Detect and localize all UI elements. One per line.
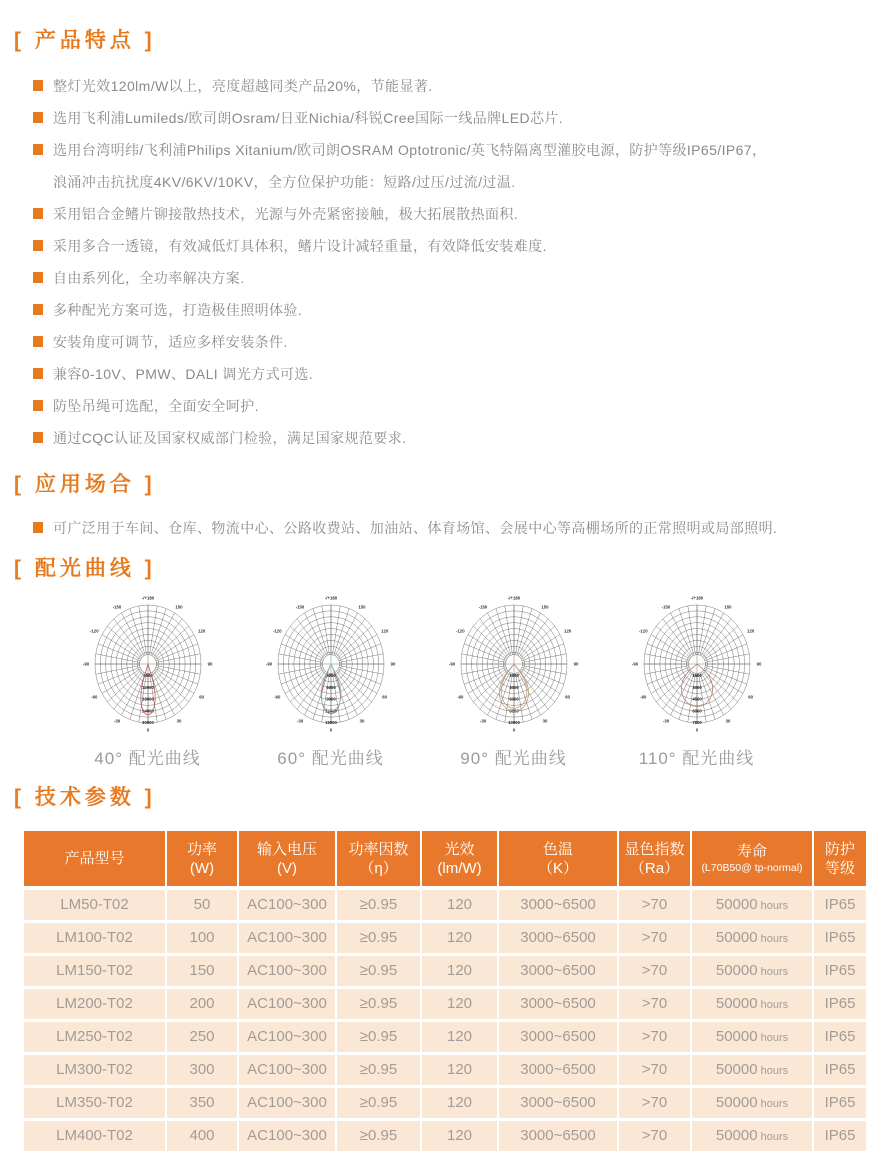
spec-table xyxy=(22,829,868,1153)
lifetime-unit: hours xyxy=(760,1098,789,1110)
polar-grid xyxy=(439,596,589,742)
svg-text:150: 150 xyxy=(540,604,549,610)
column-header-line: (V) xyxy=(277,859,297,877)
svg-text:4500: 4500 xyxy=(691,696,702,702)
table-cell: LM250-T02 xyxy=(23,1020,166,1053)
list-item-text: 自由系列化，全功率解决方案. xyxy=(53,270,245,286)
table-cell: 3000~6500 xyxy=(498,921,618,954)
table-cell: LM350-T02 xyxy=(23,1086,166,1119)
column-header xyxy=(813,830,867,888)
svg-text:-30: -30 xyxy=(479,718,486,724)
section-title-curves: [ 配光曲线 ] xyxy=(14,557,156,580)
column-header-line: (W) xyxy=(189,859,215,877)
svg-text:-60: -60 xyxy=(90,694,97,700)
svg-text:-120: -120 xyxy=(455,628,465,634)
table-cell: 120 xyxy=(421,888,498,921)
list-item xyxy=(33,302,888,318)
table-cell: 120 xyxy=(421,1053,498,1086)
svg-text:-/+180: -/+180 xyxy=(690,596,703,601)
svg-text:-60: -60 xyxy=(273,694,280,700)
svg-text:6000: 6000 xyxy=(508,696,519,702)
spec-table-header xyxy=(23,830,867,888)
svg-text:15000: 15000 xyxy=(324,720,337,726)
svg-text:-30: -30 xyxy=(113,718,120,724)
svg-text:3000: 3000 xyxy=(325,673,336,678)
svg-text:120: 120 xyxy=(197,628,205,634)
svg-text:0: 0 xyxy=(512,727,515,733)
table-cell: >70 xyxy=(618,921,691,954)
lifetime-unit: hours xyxy=(760,933,789,945)
table-cell: 3000~6500 xyxy=(498,1086,618,1119)
table-cell: LM100-T02 xyxy=(23,921,166,954)
column-header-line: 产品型号 xyxy=(64,850,125,867)
table-cell: 120 xyxy=(421,954,498,987)
lifetime-cell xyxy=(691,1119,813,1152)
lifetime-unit: hours xyxy=(760,1131,789,1144)
lifetime-cell xyxy=(691,954,813,987)
svg-text:6000: 6000 xyxy=(325,684,336,690)
list-item-text: 浪涌冲击抗扰度4KV/6KV/10KV，全方位保护功能：短路/过压/过流/过温. xyxy=(53,174,516,190)
lifetime-unit: hours xyxy=(760,900,789,913)
section-title-features: [ 产品特点 ] xyxy=(14,29,156,52)
lifetime-value: 50000 xyxy=(715,995,758,1012)
table-cell: 150 xyxy=(166,954,238,987)
svg-text:30: 30 xyxy=(542,718,547,724)
svg-text:-/+180: -/+180 xyxy=(324,596,337,601)
table-cell: IP65 xyxy=(813,888,867,921)
section-title-applications: [ 应用场合 ] xyxy=(14,473,156,496)
column-header-line: (L70B50@ tp-normal) xyxy=(701,862,803,874)
column-header-line: 输入电压 xyxy=(256,840,317,858)
polar-chart-90 xyxy=(422,596,605,769)
column-header-line: 光效 xyxy=(444,840,475,858)
bullet-square-icon xyxy=(33,336,43,347)
table-cell: >70 xyxy=(618,1053,691,1086)
svg-text:12000: 12000 xyxy=(141,684,154,690)
lifetime-value: 50000 xyxy=(715,1061,758,1078)
polar-chart-110 xyxy=(605,596,788,769)
list-item-text: 采用多合一透镜，有效减低灯具体积，鳍片设计减轻重量，有效降低安装难度. xyxy=(53,238,547,254)
spec-table-body xyxy=(23,888,867,1152)
list-item xyxy=(33,206,888,222)
svg-text:30000: 30000 xyxy=(141,720,154,726)
svg-text:-150: -150 xyxy=(295,604,304,610)
list-item xyxy=(33,78,888,94)
svg-text:0: 0 xyxy=(329,727,332,733)
distribution-charts-row xyxy=(56,596,888,769)
table-cell: ≥0.95 xyxy=(336,921,421,954)
column-header-line: (lm/W) xyxy=(437,859,482,877)
bullet-square-icon xyxy=(33,368,43,379)
column-header-line: 等级 xyxy=(824,859,855,877)
table-cell: LM50-T02 xyxy=(23,888,166,921)
bullet-square-icon xyxy=(33,112,43,123)
table-cell: IP65 xyxy=(813,954,867,987)
features-list xyxy=(14,78,888,446)
svg-text:120: 120 xyxy=(380,628,388,634)
svg-text:0: 0 xyxy=(146,727,149,733)
lifetime-value: 50000 xyxy=(715,1127,758,1145)
svg-text:-150: -150 xyxy=(661,604,670,610)
table-cell: 3000~6500 xyxy=(498,954,618,987)
table-cell: LM150-T02 xyxy=(23,954,166,987)
column-header-line: 防护 xyxy=(824,840,855,858)
lifetime-value: 50000 xyxy=(715,929,758,946)
table-cell: ≥0.95 xyxy=(336,954,421,987)
svg-text:-90: -90 xyxy=(265,661,272,667)
svg-text:30: 30 xyxy=(725,718,730,724)
lifetime-unit: hours xyxy=(760,1032,789,1044)
table-row xyxy=(23,954,867,987)
table-cell: AC100~300 xyxy=(238,921,336,954)
table-row xyxy=(23,921,867,954)
list-item xyxy=(33,520,888,536)
column-header-line: 色温 xyxy=(542,840,573,858)
lifetime-unit: hours xyxy=(760,966,789,978)
table-cell: 3000~6500 xyxy=(498,1020,618,1053)
svg-text:2000: 2000 xyxy=(508,673,519,678)
svg-text:30: 30 xyxy=(176,718,181,724)
lifetime-value: 50000 xyxy=(715,1028,758,1045)
column-header xyxy=(166,830,238,888)
table-cell: 120 xyxy=(421,1020,498,1053)
svg-text:-/+180: -/+180 xyxy=(507,596,520,601)
bullet-square-icon xyxy=(33,400,43,411)
table-cell: 120 xyxy=(421,987,498,1020)
svg-text:6000: 6000 xyxy=(142,673,153,678)
polar-grid xyxy=(73,596,223,742)
table-cell: 300 xyxy=(166,1053,238,1086)
svg-text:150: 150 xyxy=(357,604,366,610)
svg-text:90: 90 xyxy=(756,661,761,667)
polar-chart-40 xyxy=(56,596,239,769)
table-cell: 100 xyxy=(166,921,238,954)
svg-text:60: 60 xyxy=(198,694,204,700)
polar-grid xyxy=(622,596,772,742)
column-header xyxy=(618,830,691,888)
bullet-square-icon xyxy=(33,240,43,251)
table-cell: ≥0.95 xyxy=(336,1053,421,1086)
list-item-text: 通过CQC认证及国家权威部门检验，满足国家规范要求. xyxy=(53,430,407,446)
column-header xyxy=(421,830,498,888)
svg-text:-150: -150 xyxy=(478,604,487,610)
table-row xyxy=(23,1086,867,1119)
header-row xyxy=(23,830,867,888)
svg-text:3000: 3000 xyxy=(691,684,702,690)
lifetime-cell xyxy=(691,1053,813,1086)
table-cell: 120 xyxy=(421,921,498,954)
chart-caption: 90° 配光曲线 xyxy=(460,749,567,768)
svg-text:60: 60 xyxy=(747,694,753,700)
list-item xyxy=(33,398,888,414)
table-cell: 120 xyxy=(421,1119,498,1152)
column-header xyxy=(498,830,618,888)
table-cell: IP65 xyxy=(813,987,867,1020)
list-item-text: 选用飞利浦Lumileds/欧司朗Osram/日亚Nichia/科锐Cree国际一线品牌LED芯片. xyxy=(53,110,564,126)
polar-grid xyxy=(256,596,406,742)
table-row xyxy=(23,888,867,921)
bullet-square-icon xyxy=(33,304,43,315)
table-cell: >70 xyxy=(618,1020,691,1053)
svg-text:120: 120 xyxy=(746,628,754,634)
column-header xyxy=(691,830,813,888)
table-cell: 350 xyxy=(166,1086,238,1119)
lifetime-value: 50000 xyxy=(715,896,758,914)
lifetime-unit: hours xyxy=(760,1065,789,1077)
table-cell: AC100~300 xyxy=(238,1053,336,1086)
table-cell: >70 xyxy=(618,987,691,1020)
svg-text:90: 90 xyxy=(390,661,395,667)
table-cell: AC100~300 xyxy=(238,1020,336,1053)
table-cell: IP65 xyxy=(813,921,867,954)
svg-text:18000: 18000 xyxy=(141,696,154,702)
chart-caption: 60° 配光曲线 xyxy=(277,749,384,768)
table-cell: ≥0.95 xyxy=(336,1086,421,1119)
table-cell: 3000~6500 xyxy=(498,1119,618,1152)
svg-text:12000: 12000 xyxy=(324,708,337,714)
table-row xyxy=(23,1119,867,1152)
list-item xyxy=(33,366,888,382)
svg-text:-90: -90 xyxy=(631,661,638,667)
list-item-text: 多种配光方案可选，打造极佳照明体验. xyxy=(53,302,303,318)
svg-text:-90: -90 xyxy=(448,661,455,667)
bullet-square-icon xyxy=(33,208,43,219)
list-item-text: 可广泛用于车间、仓库、物流中心、公路收费站、加油站、体育场馆、会展中心等高棚场所的正常照明或局部照明. xyxy=(53,520,778,536)
svg-text:9000: 9000 xyxy=(325,696,336,702)
table-cell: LM300-T02 xyxy=(23,1053,166,1086)
table-cell: IP65 xyxy=(813,1020,867,1053)
table-cell: 120 xyxy=(421,1086,498,1119)
svg-text:-120: -120 xyxy=(272,628,282,634)
lifetime-cell xyxy=(691,1086,813,1119)
lifetime-value: 50000 xyxy=(715,1094,758,1111)
svg-text:-120: -120 xyxy=(638,628,648,634)
svg-text:90: 90 xyxy=(573,661,578,667)
svg-text:24000: 24000 xyxy=(141,708,154,714)
table-cell: LM400-T02 xyxy=(23,1119,166,1152)
bullet-square-icon xyxy=(33,272,43,283)
table-cell: ≥0.95 xyxy=(336,1119,421,1152)
svg-text:-30: -30 xyxy=(296,718,303,724)
column-header xyxy=(23,830,166,888)
polar-chart-60 xyxy=(239,596,422,769)
chart-caption: 40° 配光曲线 xyxy=(94,749,201,768)
chart-caption: 110° 配光曲线 xyxy=(638,749,755,768)
list-item xyxy=(33,238,888,254)
svg-text:60: 60 xyxy=(564,694,570,700)
bullet-square-icon xyxy=(33,522,43,533)
column-header-line: 功率 xyxy=(186,840,217,858)
column-header-line: （Ra） xyxy=(629,859,680,877)
svg-text:0: 0 xyxy=(695,727,698,733)
table-cell: >70 xyxy=(618,888,691,921)
svg-text:8000: 8000 xyxy=(508,708,519,714)
svg-text:30: 30 xyxy=(359,718,364,724)
table-cell: LM200-T02 xyxy=(23,987,166,1020)
table-cell: >70 xyxy=(618,1086,691,1119)
table-cell: AC100~300 xyxy=(238,987,336,1020)
table-cell: IP65 xyxy=(813,1086,867,1119)
lifetime-cell xyxy=(691,921,813,954)
svg-text:-/+180: -/+180 xyxy=(141,596,154,601)
svg-text:-30: -30 xyxy=(662,718,669,724)
table-cell: IP65 xyxy=(813,1053,867,1086)
svg-text:120: 120 xyxy=(563,628,571,634)
column-header-line: （K） xyxy=(537,859,578,877)
table-cell: 200 xyxy=(166,987,238,1020)
table-cell: 3000~6500 xyxy=(498,888,618,921)
list-item-text: 选用台湾明纬/飞利浦Philips Xitanium/欧司朗OSRAM Optotronic/英飞特隔离型灌胶电源，防护等级IP65/IP67， xyxy=(53,142,767,158)
column-header-line: 功率因数 xyxy=(348,840,409,858)
list-item-text: 整灯光效120lm/W以上，亮度超越同类产品20%，节能显著. xyxy=(53,78,433,94)
svg-text:4000: 4000 xyxy=(508,684,519,690)
bullet-square-icon xyxy=(33,144,43,155)
bullet-square-icon xyxy=(33,80,43,91)
table-cell: ≥0.95 xyxy=(336,987,421,1020)
table-cell: 50 xyxy=(166,888,238,921)
table-cell: 3000~6500 xyxy=(498,1053,618,1086)
table-cell: >70 xyxy=(618,1119,691,1152)
column-header-line: 显色指数 xyxy=(624,840,685,858)
bullet-square-icon xyxy=(33,432,43,443)
applications-list xyxy=(14,520,888,536)
svg-text:10000: 10000 xyxy=(507,720,520,726)
svg-text:7500: 7500 xyxy=(691,720,702,726)
table-row xyxy=(23,1053,867,1086)
svg-text:150: 150 xyxy=(723,604,732,610)
svg-text:60: 60 xyxy=(381,694,387,700)
list-item xyxy=(33,174,888,190)
lifetime-cell xyxy=(691,888,813,921)
svg-text:-60: -60 xyxy=(456,694,463,700)
lifetime-cell xyxy=(691,987,813,1020)
lifetime-unit: hours xyxy=(760,999,789,1011)
svg-text:1500: 1500 xyxy=(691,673,702,678)
table-row xyxy=(23,987,867,1020)
table-cell: AC100~300 xyxy=(238,1119,336,1152)
svg-text:-90: -90 xyxy=(82,661,89,667)
section-title-specs: [ 技术参数 ] xyxy=(14,786,156,809)
list-item xyxy=(33,110,888,126)
list-item xyxy=(33,142,888,158)
list-item-text: 采用铝合金鳍片铆接散热技术，光源与外壳紧密接触，极大拓展散热面积. xyxy=(53,206,519,222)
table-cell: AC100~300 xyxy=(238,1086,336,1119)
table-cell: AC100~300 xyxy=(238,888,336,921)
table-cell: 3000~6500 xyxy=(498,987,618,1020)
svg-text:-150: -150 xyxy=(112,604,121,610)
table-cell: ≥0.95 xyxy=(336,888,421,921)
column-header xyxy=(336,830,421,888)
svg-text:6000: 6000 xyxy=(691,708,702,714)
table-row xyxy=(23,1020,867,1053)
lifetime-cell xyxy=(691,1020,813,1053)
svg-text:-120: -120 xyxy=(89,628,99,634)
svg-text:90: 90 xyxy=(207,661,212,667)
table-cell: AC100~300 xyxy=(238,954,336,987)
list-item xyxy=(33,334,888,350)
column-header xyxy=(238,830,336,888)
column-header-line: （η） xyxy=(359,859,398,877)
table-cell: 400 xyxy=(166,1119,238,1152)
svg-text:150: 150 xyxy=(174,604,183,610)
table-cell: ≥0.95 xyxy=(336,1020,421,1053)
list-item xyxy=(33,270,888,286)
table-cell: >70 xyxy=(618,954,691,987)
list-item-text: 防坠吊绳可选配，全面安全呵护. xyxy=(53,398,259,414)
table-cell: 250 xyxy=(166,1020,238,1053)
table-cell: IP65 xyxy=(813,1119,867,1152)
list-item-text: 安装角度可调节，适应多样安装条件. xyxy=(53,334,288,350)
column-header-line: 寿命 xyxy=(736,843,767,860)
lifetime-value: 50000 xyxy=(715,962,758,979)
list-item xyxy=(33,430,888,446)
list-item-text: 兼容0-10V、PMW、DALI 调光方式可选. xyxy=(53,366,314,382)
svg-text:-60: -60 xyxy=(639,694,646,700)
